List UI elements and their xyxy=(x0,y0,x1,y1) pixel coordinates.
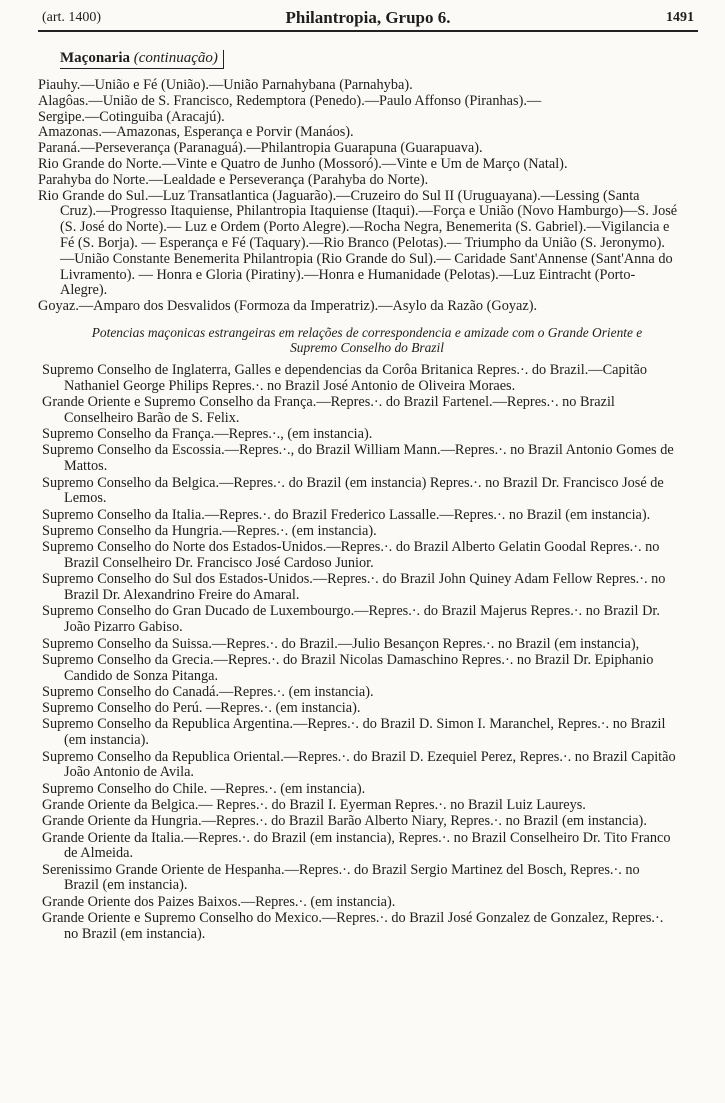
list-entry: Sergipe.—Cotinguiba (Aracajú). xyxy=(38,108,225,125)
list-entry: Supremo Conselho da Republica Oriental.—Repres.·. do Brazil D. Ezequiel Perez, Repres.·. no Brazil Capitão João Antonio de Avila. xyxy=(42,748,676,781)
page-number: 1491 xyxy=(666,10,694,25)
state-lodges-list xyxy=(38,78,678,315)
list-entry: Supremo Conselho do Perú. —Repres.·. (em instancia). xyxy=(42,700,361,717)
list-entry: Serenissimo Grande Oriente de Hespanha.—Repres.·. do Brazil Sergio Martinez del Bosch, Repres.·. no Brazil (em instancia). xyxy=(42,861,640,894)
list-entry: Grande Oriente e Supremo Conselho da França.—Repres.·. do Brazil Fartenel.—Repres.·. no Brazil Conselheiro Barão de S. Felix. xyxy=(42,394,615,426)
list-entry: Supremo Conselho do Norte dos Estados-Unidos.—Repres.·. do Brazil Alberto Gelatin Goodal Repres.·. no Brazil Conselheiro Dr. Francisco José Cardoso Junior. xyxy=(42,539,660,572)
list-entry: Grande Oriente dos Paizes Baixos.—Repres.·. (em instancia). xyxy=(42,893,396,910)
section-title: Maçonaria xyxy=(60,50,130,66)
running-header xyxy=(38,8,698,32)
list-entry: Parahyba do Norte.—Lealdade e Perseverança (Parahyba do Norte). xyxy=(38,171,429,188)
list-entry: Piauhy.—União e Fé (União).—União Parnahybana (Parnahyba). xyxy=(38,77,413,93)
list-entry: Alagôas.—União de S. Francisco, Redemptora (Penedo).—Paulo Affonso (Piranhas).— xyxy=(38,92,542,109)
list-entry: Grande Oriente da Italia.—Repres.·. do Brazil (em instancia), Repres.·. no Brazil Conselheiro Dr. Tito Franco de Almeida. xyxy=(42,829,671,862)
list-entry: Supremo Conselho de Inglaterra, Galles e dependencias da Corôa Britanica Repres.·. do Brazil.—Capitão Nathaniel George Philips Repres.·. no Brazil José Antonio de Oliveira Moraes. xyxy=(42,361,648,394)
list-entry: Supremo Conselho do Sul dos Estados-Unidos.—Repres.·. do Brazil John Quiney Adam Fellow Repres.·. no Brazil Dr. Alexandrino Freire do Amaral. xyxy=(42,571,666,604)
article-number: (art. 1400) xyxy=(42,10,102,25)
list-entry: Supremo Conselho da Republica Argentina.—Repres.·. do Brazil D. Simon I. Maranchel, Repres.·. no Brazil (em instancia). xyxy=(42,716,666,749)
list-entry: Supremo Conselho da Belgica.—Repres.·. do Brazil (em instancia) Repres.·. no Brazil Dr. Francisco José de Lemos. xyxy=(42,474,664,507)
foreign-powers-heading: Potencias maçonicas estrangeiras em relações de correspondencia e amizade com o Grande Oriente e Supremo Conselho do Brazil xyxy=(91,324,643,355)
list-entry: Rio Grande do Norte.—Vinte e Quatro de Junho (Mossoró).—Vinte e Um de Março (Natal). xyxy=(38,155,568,172)
list-entry: Supremo Conselho do Chile. —Repres.·. (em instancia). xyxy=(42,780,366,797)
page-title: Philantropia, Grupo 6. xyxy=(285,8,451,27)
page-body xyxy=(38,78,678,943)
list-entry: Rio Grande do Sul.—Luz Transatlantica (Jaguarão).—Cruzeiro do Sul II (Uruguayana).—Lessing (Santa Cruz).—Progresso Itaquiense, Philantropia Itaquiense (Itaqui).—Força e União (Novo Hamburgo)—S. José (S. José do Norte).— Luz e Ordem (Porto Alegre).—Rocha Negra, Benemerita (S. Gabriel).—Vigilancia e Fé (S. Borja). — Esperança e Fé (Taquary).—Rio Branco (Pelotas).— Triumpho da União (S. Jeronymo).—União Constante Benemerita Philantropia (Rio Grande do Sul).— Caridade Sant'Annense (Sant'Anna do Livramento). — Honra e Gloria (Piratiny).—Honra e Humanidade (Pelotas).—Luz Eintracht (Porto-Alegre). xyxy=(38,187,678,299)
list-entry: Grande Oriente e Supremo Conselho do Mexico.—Repres.·. do Brazil José Gonzalez de Gonzalez, Repres.·. no Brazil (em instancia). xyxy=(42,910,664,942)
section-heading xyxy=(60,50,224,69)
list-entry: Supremo Conselho do Canadá.—Repres.·. (em instancia). xyxy=(42,683,374,700)
list-entry: Supremo Conselho do Gran Ducado de Luxembourgo.—Repres.·. do Brazil Majerus Repres.·. no Brazil Dr. João Pizarro Gabiso. xyxy=(42,603,660,636)
list-entry: Supremo Conselho da Hungria.—Repres.·. (em instancia). xyxy=(42,522,377,539)
list-entry: Goyaz.—Amparo dos Desvalidos (Formoza da Imperatriz).—Asylo da Razão (Goyaz). xyxy=(38,298,538,315)
list-entry: Supremo Conselho da Suissa.—Repres.·. do Brazil.—Julio Besançon Repres.·. no Brazil (em instancia), xyxy=(42,635,640,652)
list-entry: Amazonas.—Amazonas, Esperança e Porvir (Manáos). xyxy=(38,124,354,141)
list-entry: Supremo Conselho da Escossia.—Repres.·., do Brazil William Mann.—Repres.·. no Brazil Antonio Gomes de Mattos. xyxy=(42,442,674,475)
list-entry: Grande Oriente da Belgica.— Repres.·. do Brazil I. Eyerman Repres.·. no Brazil Luiz Laureys. xyxy=(42,796,586,813)
foreign-powers-list xyxy=(38,363,678,943)
list-entry: Grande Oriente da Hungria.—Repres.·. do Brazil Barão Alberto Niary, Repres.·. no Brazil (em instancia). xyxy=(42,813,647,830)
list-entry: Supremo Conselho da Grecia.—Repres.·. do Brazil Nicolas Damaschino Repres.·. no Brazil Dr. Epiphanio Candido de Sonza Pitanga. xyxy=(42,651,654,684)
list-entry: Supremo Conselho da Italia.—Repres.·. do Brazil Frederico Lassalle.—Repres.·. no Brazil (em instancia). xyxy=(42,506,651,523)
list-entry: Supremo Conselho da França.—Repres.·., (em instancia). xyxy=(42,426,373,443)
section-subtitle: (continuação) xyxy=(133,50,218,66)
list-entry: Paraná.—Perseverança (Paranaguá).—Philantropia Guarapuna (Guarapuava). xyxy=(38,140,483,157)
